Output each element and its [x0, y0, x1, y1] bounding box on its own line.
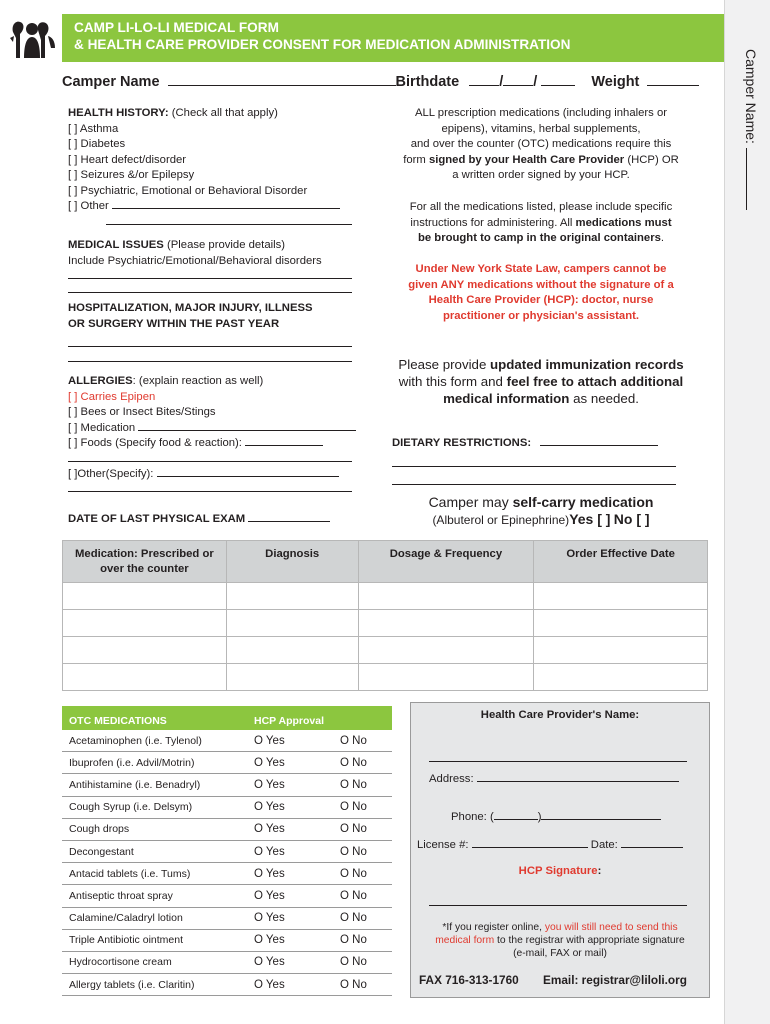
instructions-line-2a: instructions for administering. All [410, 216, 576, 229]
prescription-line-2: epipens), vitamins, herbal supplements, [441, 122, 641, 135]
self-carry-text: Camper may [428, 494, 513, 510]
otc-row [62, 863, 392, 885]
form-title-line1: CAMP LI-LO-LI MEDICAL FORM [74, 20, 279, 35]
hcp-date-field[interactable] [621, 847, 683, 848]
otc-yes-radio[interactable]: O Yes [254, 978, 285, 991]
otc-row [62, 885, 392, 907]
table-cell[interactable] [534, 637, 708, 664]
otc-yes-radio[interactable]: O Yes [254, 778, 285, 791]
allergies-heading: ALLERGIES [68, 375, 133, 387]
medication-table-header [63, 541, 708, 583]
physical-exam-field[interactable] [248, 521, 330, 522]
otc-row [62, 974, 392, 996]
self-carry-section [380, 494, 702, 528]
immunization-line-1b: updated immunization records [490, 357, 684, 372]
hcp-signature-label: HCP Signature [518, 865, 598, 877]
hospitalization-section [68, 301, 368, 332]
otc-medication-name: Calamine/Caladryl lotion [69, 912, 183, 925]
table-cell[interactable] [534, 610, 708, 637]
birthdate-label: Birthdate [395, 74, 460, 90]
otc-no-radio[interactable]: O No [340, 778, 367, 791]
hcp-signature-field[interactable] [429, 905, 687, 906]
dietary-field-3[interactable] [392, 484, 676, 485]
otc-medication-name: Triple Antibiotic ointment [69, 934, 183, 947]
table-cell[interactable] [534, 664, 708, 691]
phone-area-field[interactable] [494, 819, 538, 820]
dietary-field-1[interactable] [540, 445, 658, 446]
prescription-line-5: a written order signed by your HCP. [452, 169, 630, 181]
other-allergy-field-2[interactable] [68, 491, 352, 492]
prescription-line-4c: (HCP) OR [624, 153, 679, 166]
self-carry-yes[interactable]: Yes [ ] [569, 511, 611, 527]
side-camper-name-label: Camper Name: [743, 49, 759, 144]
weight-field[interactable] [647, 85, 699, 86]
instructions-line-3-end: . [660, 232, 665, 244]
hospitalization-field-2[interactable] [68, 361, 352, 362]
camper-name-label: Camper Name [62, 74, 160, 90]
hospitalization-heading-2: OR SURGERY WITHIN THE PAST YEAR [68, 317, 280, 330]
otc-yes-radio[interactable]: O Yes [254, 801, 285, 814]
immunization-line-1a: Please provide [398, 357, 491, 372]
hospitalization-field-1[interactable] [68, 346, 352, 347]
immunization-line-2b: feel free to attach additional [506, 374, 684, 389]
side-camper-name [735, 49, 759, 223]
instructions-line-3: be brought to camp in the original containers [417, 232, 661, 244]
checkbox-psychiatric[interactable]: [ ] Psychiatric, Emotional or Behavioral Disorder [68, 184, 308, 197]
otc-no-radio[interactable]: O No [340, 912, 367, 925]
foods-allergy-field[interactable] [245, 445, 323, 446]
prescription-line-4b: signed by your Health Care Provider [428, 153, 625, 166]
allergies-section [68, 374, 368, 496]
online-note-1a: *If you register online, [442, 922, 545, 933]
otc-yes-radio[interactable]: O Yes [254, 867, 285, 880]
table-cell[interactable] [358, 664, 534, 691]
table-row [63, 664, 708, 691]
hcp-date-label: Date: [590, 839, 618, 851]
online-note-2a: medical form [435, 935, 495, 946]
otc-medications-table [62, 706, 392, 996]
otc-header [62, 706, 392, 730]
col-order-date: Order Effective Date [534, 541, 708, 583]
self-carry-examples: (Albuterol or Epinephrine) [432, 513, 570, 527]
otc-row [62, 841, 392, 863]
camper-info-row [62, 74, 722, 90]
otc-medication-name: Cough drops [69, 823, 130, 836]
otc-medication-name: Decongestant [69, 845, 134, 858]
phone-field[interactable] [541, 819, 661, 820]
hcp-box [410, 702, 710, 998]
prescription-info [380, 106, 702, 184]
ny-law-notice [380, 262, 702, 324]
immunization-line-3a: medical information [443, 391, 570, 406]
hcp-name-label: Health Care Provider's Name: [480, 709, 640, 721]
medical-issues-section [68, 238, 368, 297]
prescription-line-1: ALL prescription medications (including inhalers or [414, 107, 667, 119]
side-camper-name-field[interactable] [746, 148, 747, 210]
checkbox-carries-epipen[interactable]: [ ] Carries Epipen [68, 390, 156, 403]
instructions-line-2b: medications must [575, 216, 672, 229]
otc-medication-name: Hydrocortisone cream [69, 956, 172, 969]
checkbox-seizures[interactable]: [ ] Seizures &/or Epilepsy [68, 169, 195, 181]
table-cell[interactable] [63, 610, 227, 637]
online-note-3: (e-mail, FAX or mail) [513, 948, 607, 959]
form-title-line2: & HEALTH CARE PROVIDER CONSENT FOR MEDICATION ADMINISTRATION [74, 37, 571, 52]
license-label: License #: [417, 839, 469, 851]
otc-no-radio[interactable]: O No [340, 978, 367, 991]
phone-close: ) [537, 811, 542, 823]
table-cell[interactable] [63, 583, 227, 610]
health-history-heading: HEALTH HISTORY: [68, 107, 169, 119]
otc-row [62, 797, 392, 819]
otc-medication-name: Ibuprofen (i.e. Advil/Motrin) [69, 756, 195, 769]
table-row [63, 637, 708, 664]
license-field[interactable] [472, 847, 588, 848]
col-diagnosis: Diagnosis [226, 541, 358, 583]
address-label: Address: [429, 773, 474, 785]
otc-yes-radio[interactable]: O Yes [254, 823, 285, 836]
otc-medication-name: Antacid tablets (i.e. Tums) [69, 867, 191, 880]
otc-no-radio[interactable]: O No [340, 823, 367, 836]
otc-medication-name: Allergy tablets (i.e. Claritin) [69, 978, 195, 991]
immunization-info [380, 356, 702, 407]
otc-yes-radio[interactable]: O Yes [254, 956, 285, 969]
otc-yes-radio[interactable]: O Yes [254, 889, 285, 902]
dietary-field-2[interactable] [392, 466, 676, 467]
otc-row [62, 752, 392, 774]
checkbox-other[interactable]: [ ] Other [68, 200, 109, 212]
table-cell[interactable] [226, 583, 358, 610]
hospitalization-heading-1: HOSPITALIZATION, MAJOR INJURY, ILLNESS [68, 302, 313, 314]
table-cell[interactable] [358, 637, 534, 664]
registrar-email: Email: registrar@liloli.org [543, 973, 687, 987]
fax-number: FAX 716-313-1760 [419, 973, 519, 987]
otc-medication-name: Antihistamine (i.e. Benadryl) [69, 778, 201, 791]
prescription-line-4a: form [403, 153, 429, 166]
table-cell[interactable] [226, 610, 358, 637]
medical-issues-note: (Please provide details) [166, 239, 286, 251]
date-separator: / [533, 74, 538, 90]
table-row [63, 583, 708, 610]
medical-issues-sub: Include Psychiatric/Emotional/Behavioral disorders [68, 254, 322, 267]
otc-no-radio[interactable]: O No [340, 801, 367, 814]
physical-exam-label: DATE OF LAST PHYSICAL EXAM [68, 513, 246, 525]
law-line-4: practitioner or physician's assistant. [442, 309, 640, 322]
col-medication: Medication: Prescribed or over the counter [63, 541, 227, 583]
other-health-field[interactable] [112, 208, 340, 209]
dietary-row [392, 436, 692, 452]
otc-no-radio[interactable]: O No [340, 734, 367, 747]
dietary-label: DIETARY RESTRICTIONS: [392, 437, 532, 449]
phone-label: Phone: ( [451, 811, 494, 823]
table-cell[interactable] [358, 610, 534, 637]
law-line-1: Under New York State Law, campers cannot be [415, 263, 667, 275]
otc-yes-radio[interactable]: O Yes [254, 756, 285, 769]
weight-label: Weight [591, 74, 640, 90]
online-note-2b: to the registrar with appropriate signature [494, 935, 685, 946]
checkbox-bees[interactable]: [ ] Bees or Insect Bites/Stings [68, 406, 216, 418]
medication-allergy-field[interactable] [138, 430, 356, 431]
table-cell[interactable] [63, 637, 227, 664]
otc-row [62, 730, 392, 752]
checkbox-diabetes[interactable]: [ ] Diabetes [68, 138, 126, 150]
allergies-note: : (explain reaction as well) [132, 375, 264, 387]
otc-yes-radio[interactable]: O Yes [254, 934, 285, 947]
other-allergy-field[interactable] [157, 476, 339, 477]
table-cell[interactable] [63, 664, 227, 691]
col-dosage: Dosage & Frequency [358, 541, 534, 583]
prescription-line-3: and over the counter (OTC) medications require this [410, 138, 672, 150]
otc-no-radio[interactable]: O No [340, 956, 367, 969]
hcp-name-field[interactable] [429, 761, 687, 762]
checkbox-asthma[interactable]: [ ] Asthma [68, 122, 119, 135]
otc-medication-name: Cough Syrup (i.e. Delsym) [69, 801, 193, 814]
address-field[interactable] [477, 781, 679, 782]
otc-no-radio[interactable]: O No [340, 845, 367, 858]
table-cell[interactable] [358, 583, 534, 610]
date-separator: / [499, 74, 504, 90]
camp-logo-icon [8, 18, 60, 60]
health-history-note: (Check all that apply) [171, 107, 278, 119]
otc-row [62, 930, 392, 952]
camper-name-field[interactable] [168, 85, 396, 86]
birth-day-field[interactable] [503, 85, 533, 86]
online-note [411, 921, 709, 960]
otc-no-radio[interactable]: O No [340, 889, 367, 902]
table-cell[interactable] [226, 637, 358, 664]
otc-no-radio[interactable]: O No [340, 934, 367, 947]
immunization-line-2a: with this form and [398, 374, 507, 389]
checkbox-heart-defect[interactable]: [ ] Heart defect/disorder [68, 153, 187, 166]
otc-header-label: OTC MEDICATIONS [69, 715, 167, 727]
otc-no-radio[interactable]: O No [340, 756, 367, 769]
medication-table [62, 540, 708, 691]
hcp-approval-header: HCP Approval [254, 715, 325, 727]
otc-medication-name: Antiseptic throat spray [69, 889, 173, 902]
online-note-1b: you will still need to send this [544, 922, 678, 933]
otc-yes-radio[interactable]: O Yes [254, 912, 285, 925]
health-history-section [68, 106, 368, 230]
immunization-line-3b: as needed. [569, 391, 639, 406]
otc-row [62, 774, 392, 796]
checkbox-foods[interactable]: [ ] Foods (Specify food & reaction): [68, 437, 242, 449]
otc-row [62, 952, 392, 974]
law-line-2: given ANY medications without the signature of a [408, 278, 674, 291]
medical-issues-field-1[interactable] [68, 278, 352, 279]
instructions-info [380, 200, 702, 247]
checkbox-other-allergy[interactable]: [ ]Other(Specify): [68, 467, 154, 480]
otc-row [62, 908, 392, 930]
otc-row [62, 819, 392, 841]
self-carry-no[interactable]: No [ ] [613, 511, 650, 527]
physical-exam-row [68, 512, 368, 528]
instructions-line-1: For all the medications listed, please include specific [409, 201, 673, 213]
medical-issues-field-2[interactable] [68, 292, 352, 293]
table-row [63, 610, 708, 637]
form-title-bar [62, 14, 724, 62]
checkbox-medication[interactable]: [ ] Medication [68, 421, 136, 434]
otc-yes-radio[interactable]: O Yes [254, 734, 285, 747]
otc-no-radio[interactable]: O No [340, 867, 367, 880]
other-health-field-2[interactable] [106, 224, 352, 225]
table-cell[interactable] [534, 583, 708, 610]
table-cell[interactable] [226, 664, 358, 691]
law-line-3: Health Care Provider (HCP): doctor, nurse [428, 294, 654, 306]
self-carry-bold: self-carry medication [512, 494, 654, 510]
birth-month-field[interactable] [469, 85, 499, 86]
hcp-signature-colon: : [597, 865, 602, 877]
otc-medication-name: Acetaminophen (i.e. Tylenol) [69, 734, 202, 747]
foods-allergy-field-2[interactable] [68, 461, 352, 462]
birth-year-field[interactable] [541, 85, 575, 86]
otc-yes-radio[interactable]: O Yes [254, 845, 285, 858]
medical-issues-heading: MEDICAL ISSUES [68, 239, 164, 251]
